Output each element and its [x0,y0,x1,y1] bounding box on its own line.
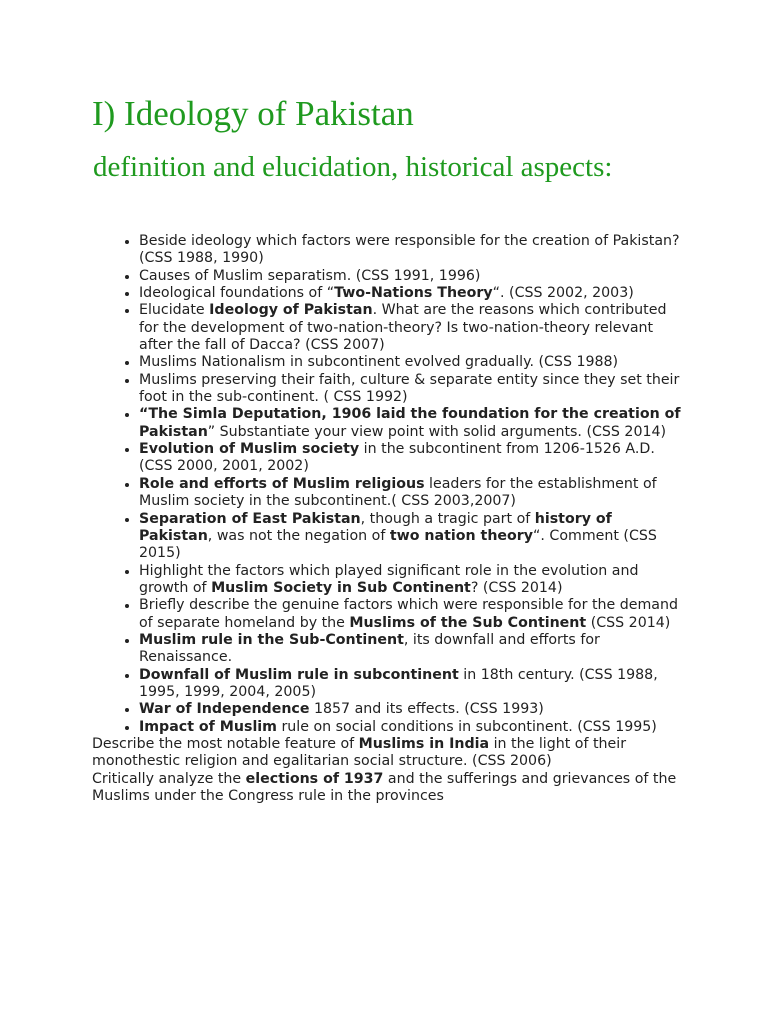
question-item [139,719,682,736]
text-run: Describe the most notable feature of [92,735,359,752]
question-item [139,701,682,718]
text-run: Muslims preserving their faith, culture & separate entity since they set their foot in the sub-continent. ( CSS 1992) [139,371,680,406]
question-item [139,233,682,268]
bold-text: “The Simla Deputation, 1906 laid the foundation for the creation of Pakistan [139,406,681,440]
text-run: Muslims Nationalism in subcontinent evolved gradually. (CSS 1988) [139,354,619,371]
bold-text: elections of 1937 [245,770,384,787]
bold-text: Two-Nations Theory [334,285,493,302]
question-item [139,372,682,407]
question-item [139,441,682,476]
question-item [139,476,682,511]
question-paragraph [92,736,682,771]
bold-text: Muslims in India [358,735,490,752]
text-run: rule on social conditions in subcontinent. (CSS 1995) [276,718,657,735]
text-run: “. (CSS 2002, 2003) [492,285,634,302]
text-run: Highlight the factors which played significant role in the evolution and growth of [139,562,639,596]
bold-text: Separation of East Pakistan [139,510,361,527]
paragraph-group [92,736,682,805]
bold-text: Role and efforts of Muslim religious [139,475,425,492]
text-run: , its downfall and efforts for Renaissance. [139,631,600,666]
text-run: Causes of Muslim separatism. (CSS 1991, 1996) [139,267,481,284]
page-subtitle: definition and elucidation, historical aspects: [93,151,613,183]
question-item [139,511,682,563]
question-item [139,354,682,371]
bold-text: Impact of Muslim [139,718,277,735]
text-run: Elucidate [139,302,210,319]
document-content [92,233,682,805]
text-run: Beside ideology which factors were responsible for the creation of Pakistan? (CSS 1988, 1990) [139,233,680,267]
bold-text: Ideology of Pakistan [209,302,373,319]
text-run: Critically analyze the [92,770,246,787]
text-run: and the sufferings and grievances of the Muslims under the Congress rule in the provinces [92,770,677,804]
question-item [139,597,682,632]
question-paragraph [92,771,682,806]
text-run: . What are the reasons which contributed for the development of two-nation-theory? Is two-nation-theory relevant after the fall of Dacca? (CSS 2007) [139,302,667,354]
question-item [139,406,682,441]
text-run: (CSS 2014) [586,614,671,631]
bold-text: Muslim rule in the Sub-Continent [139,631,404,648]
question-item [139,268,682,285]
question-item [139,667,682,702]
page-title: I) Ideology of Pakistan [92,94,414,133]
bold-text: Muslim Society in Sub Continent [211,579,471,596]
bold-text: two nation theory [389,527,534,544]
text-run: Ideological foundations of “ [139,285,335,302]
text-run: ? (CSS 2014) [470,579,563,596]
text-run: leaders for the establishment of Muslim society in the subcontinent.( CSS 2003,2007) [139,475,657,510]
question-item [139,632,682,667]
text-run: , though a tragic part of [360,510,535,527]
question-item [139,285,682,302]
text-run: in the subcontinent from 1206-1526 A.D. (CSS 2000, 2001, 2002) [139,441,655,475]
text-run: in 18th century. (CSS 1988, 1995, 1999, 2004, 2005) [139,666,658,700]
bold-text: Downfall of Muslim rule in subcontinent [139,666,459,683]
text-run: ” Substantiate your view point with solid arguments. (CSS 2014) [207,423,667,440]
text-run: , was not the negation of [207,527,390,544]
text-run: “. Comment (CSS 2015) [139,527,657,562]
text-run: Briefly describe the genuine factors which were responsible for the demand of separate homeland by the [139,597,678,631]
text-run: in the light of their monothestic religion and egalitarian social structure. (CSS 2006) [92,735,627,770]
bold-text: Muslims of the Sub Continent [349,614,587,631]
bold-text: War of Independence [139,701,310,718]
bold-text: history of Pakistan [139,510,612,544]
question-item [139,563,682,598]
question-item [139,302,682,354]
text-run: 1857 and its effects. (CSS 1993) [309,701,544,718]
bold-text: Evolution of Muslim society [139,441,360,458]
question-list [92,233,682,736]
